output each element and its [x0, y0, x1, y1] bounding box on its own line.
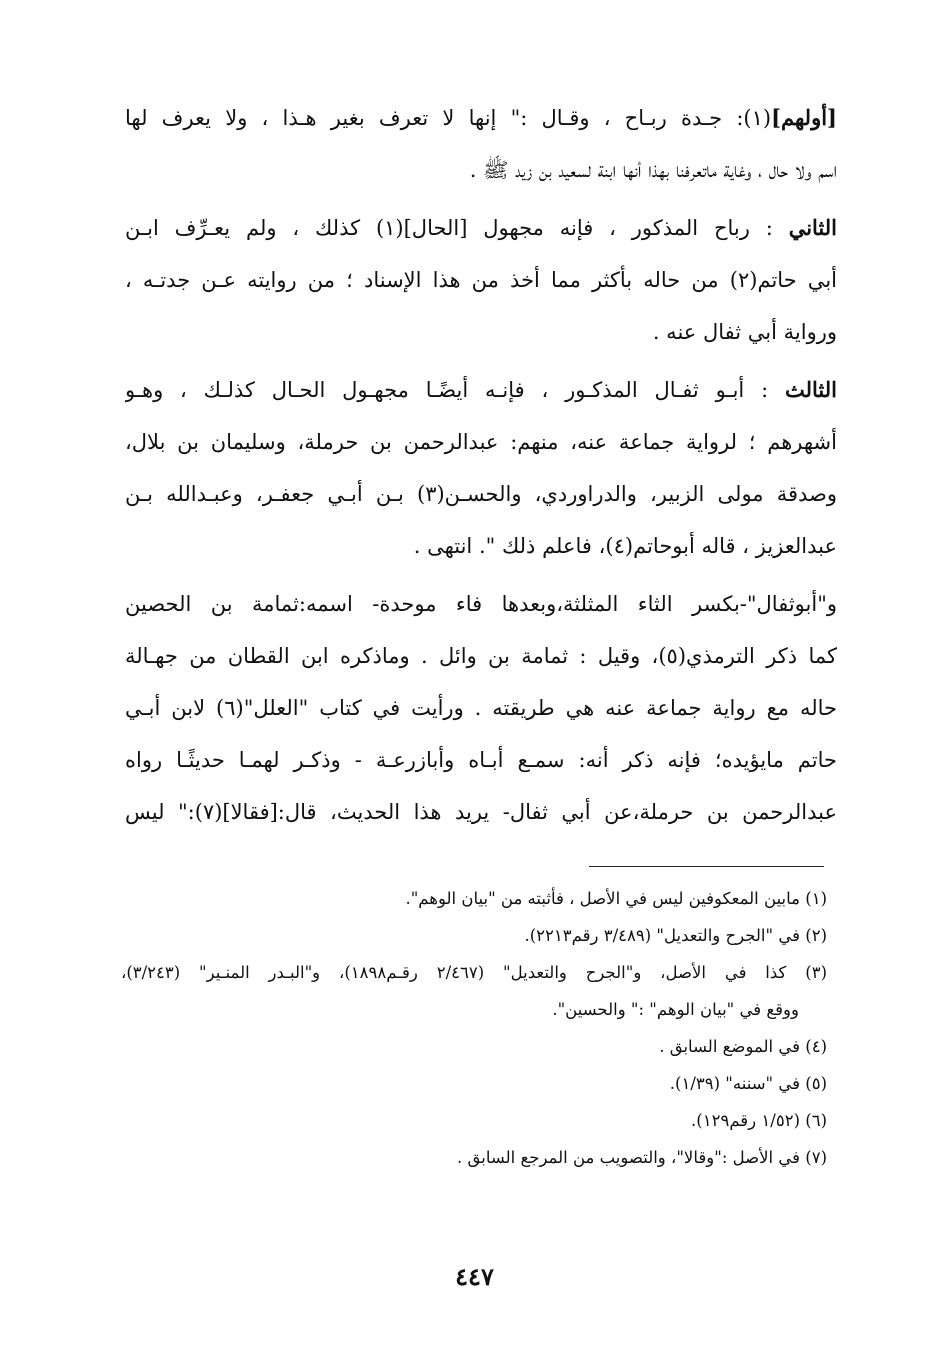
text-line: أبي حاتم(٢) من حاله بأكثر مما أخذ من هذا الإسناد ؛ من روايته عـن جدتـه ، — [125, 268, 837, 292]
footnote: (٦) (١/٥٢ رقم١٢٩). — [691, 1111, 827, 1130]
footnote: (٣) كذا في الأصل، و"الجرح والتعديل" (٢/٤٦٧ رقـم١٨٩٨)، و"البـدر المنـير" (٣/٢٤٣)، — [121, 963, 827, 982]
footnote-separator — [589, 866, 824, 867]
text-line — [125, 364, 837, 416]
text-line: عبدالعزيز ، قاله أبوحاتم(٤)، فاعلم ذلك ". انتهى . — [413, 534, 837, 558]
footnotes-block — [121, 880, 827, 1176]
footnote-continuation: ووقع في "بيان الوهم" :" والحسين". — [552, 1000, 799, 1019]
text-line: كما ذكر الترمذي(٥)، وقيل : ثمامة بن وائل . وماذكره ابن القطان من جهـالة — [125, 644, 837, 668]
footnote: (٢) في "الجرح والتعديل" (٣/٤٨٩ رقم٢٢١٣). — [524, 926, 827, 945]
text-line: حاتم مايؤيده؛ فإنه ذكر أنه: سمـع أبـاه وأبازرعـة - وذكـر لهمـا حديثًـا رواه — [125, 748, 837, 772]
text-span: (١): جـدة ربـاح ، وقـال :" إنها لا تعرف بغير هـذا ، ولا يعرف لها — [125, 106, 772, 130]
text-line — [125, 92, 837, 144]
text-line: وصدقة مولى الزبير، والدراوردي، والحسـن(٣) بـن أبـي جعفـر، وعبـدالله بـن — [125, 482, 837, 506]
heading-word: الثاني — [788, 215, 837, 240]
text-line: و"أبوثفال"-بكسر الثاء المثلثة،وبعدها فاء موحدة- اسمه:ثمامة بن الحصين — [125, 592, 837, 616]
text-line: حاله مع رواية جماعة عنه هي طريقته . ورأيت في كتاب "العلل"(٦) لابن أبـي — [125, 696, 837, 720]
footnote: (١) مابين المعكوفين ليس في الأصل ، فأثبته من "بيان الوهم". — [405, 889, 827, 908]
footnote: (٤) في الموضع السابق . — [659, 1037, 827, 1056]
heading-word: الثالث — [785, 377, 837, 402]
text-span: : أبـو ثفـال المذكـور ، فإنـه أيضًـا مجهـول الحـال كذلـك ، وهـو — [125, 378, 785, 402]
text-line: ورواية أبي ثفال عنه . — [652, 320, 837, 344]
text-line: اسم ولا حال ، وغاية ماتعرفنا بهذا أنها ابنة لسعيد بن زيد ﷺ . — [469, 158, 837, 182]
heading-word: [أولهم] — [771, 105, 837, 130]
main-text-block — [125, 92, 837, 838]
page-number: ٤٤٧ — [455, 1262, 494, 1291]
footnote: (٥) في "سننه" (١/٣٩). — [669, 1074, 827, 1093]
footnote: (٧) في الأصل :"وقالا"، والتصويب من المرجع السابق . — [457, 1148, 827, 1167]
text-line — [125, 202, 837, 254]
text-line: عبدالرحمن بن حرملة،عن أبي ثفال- يريد هذا الحديث، قال:[فقالا](٧):" ليس — [125, 800, 837, 824]
text-line: أشهرهم ؛ لرواية جماعة عنه، منهم: عبدالرحمن بن حرملة، وسليمان بن بلال، — [125, 430, 837, 454]
text-span: : رباح المذكور ، فإنه مجهول [الحال](١) كذلك ، ولم يعـرِّف ابـن — [125, 216, 789, 240]
